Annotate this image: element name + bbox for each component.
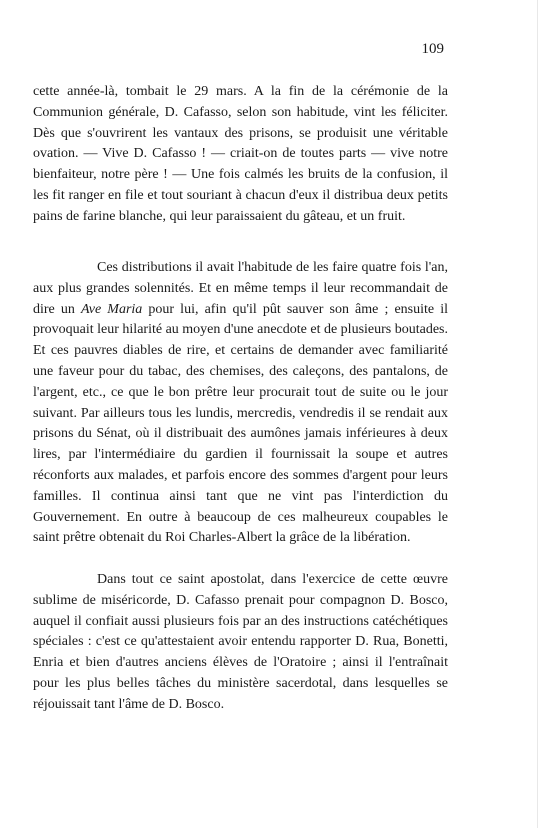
paragraph-1: cette année-là, tombait le 29 mars. A la fin de la cérémonie de la Communion générale, D. Cafasso, selon son habitude, vint les féliciter. Dès que s'ouvrirent les vantaux des prisons, se produisit une véritable ovation. — Vive D. Cafasso ! — criait-on de toutes parts — vive notre bienfaiteur, notre père ! — Une fois calmés les bruits de la confusion, il les fit ranger en file et tout souriant à chacun d'eux il distribua deux petits pains de farine blanche, qui leur paraissaient du gâteau, et un fruit. xyxy=(33,84,448,224)
page-number: 109 xyxy=(421,41,444,57)
paragraph-3: Dans tout ce saint apostolat, dans l'exercice de cette œuvre sublime de miséricorde, D. Cafasso prenait pour compagnon D. Bosco, auquel il confiait aussi plusieurs fois par an des instructions catéchétiques spéciales : c'est ce qu'attestaient avoir entendu rapporter D. Rua, Bonetti, Enria et bien d'autres anciens élèves de l'Oratoire ; ainsi il l'entraînait pour les plus belles tâches du ministère sacerdotal, dans lesquelles se réjouissait tant l'âme de D. Bosco. xyxy=(33,572,448,712)
paragraph-2: Ces distributions il avait l'habitude de les faire quatre fois l'an, aux plus grandes solennités. Et en même temps il leur recommandait de dire un Ave Maria pour lui, afin qu'il pût sauver son âme ; ensuite il provoquait leur hilarité au moyen d'une anecdote et de plusieurs boutades. Et ces pauvres diables de rire, et certains de demander avec familiarité une faveur pour du tabac, des chemises, des caleçons, des pantalons, de l'argent, etc., ce que le bon prêtre leur procurait tout de suite ou le jour suivant. Par ailleurs tous les lundis, mercredis, vendredis il se rendait aux prisons du Sénat, où il distribuait des aumônes jamais inférieures à deux lires, par l'intermédiaire du gardien il fournissait la soupe et autres réconforts aux malades, et parfois encore des sommes d'argent pour leurs familles. Il continua ainsi tant que ne vint pas l'interdiction du Gouvernement. En outre à beaucoup de ces malheureux coupables le saint prêtre obtenait du Roi Charles-Albert la grâce de la libération. xyxy=(33,260,449,546)
ave-maria-italic: Ave Maria xyxy=(80,301,143,317)
